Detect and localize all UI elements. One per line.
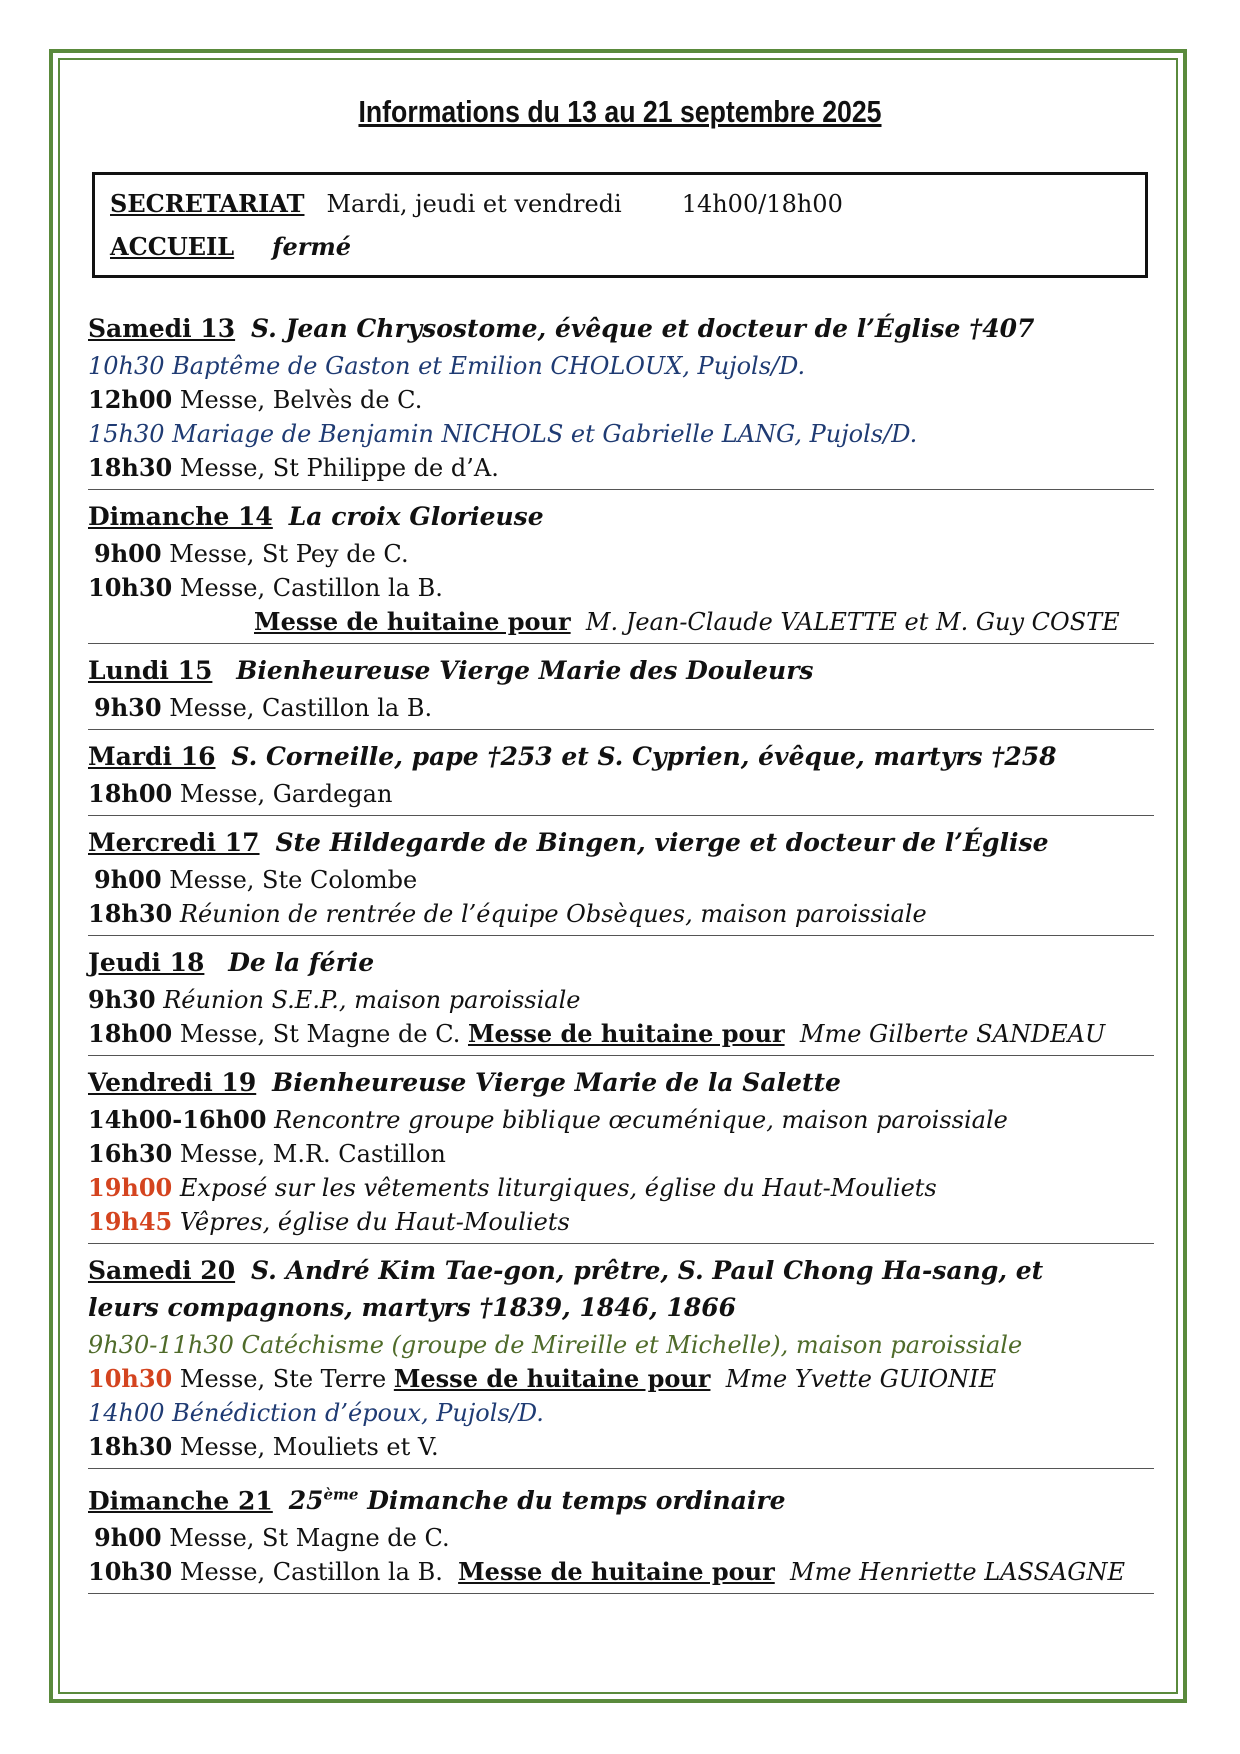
secretariat-row [110, 189, 843, 218]
event-line: 9h30 Messe, Castillon la B. [94, 693, 433, 722]
feast-name: Ste Hildegarde de Bingen, vierge et docteur de l’Église [275, 828, 1049, 857]
day-name: Mercredi 17 [88, 828, 260, 857]
day-block [88, 1244, 1154, 1469]
feast-name: De la férie [228, 948, 375, 977]
office-hours-box [92, 172, 1148, 278]
event-line: 14h00-16h00 Rencontre groupe biblique œcuménique, maison paroissiale [88, 1105, 1008, 1134]
event-line: 19h00 Exposé sur les vêtements liturgiques, église du Haut-Mouliets [88, 1173, 937, 1202]
event-line: 18h00 Messe, Gardegan [88, 779, 393, 808]
event-line: 9h30 Réunion S.E.P., maison paroissiale [88, 985, 581, 1014]
page-title: Informations du 13 au 21 septembre 2025 [358, 94, 882, 129]
feast-name: S. Jean Chrysostome, évêque et docteur de l’Église †407 [251, 314, 1035, 343]
event-line: 9h00 Messe, St Pey de C. [94, 539, 409, 568]
event-line: 16h30 Messe, M.R. Castillon [88, 1139, 446, 1168]
accueil-label: ACCUEIL [110, 232, 235, 261]
day-block [88, 730, 1154, 816]
event-line: 10h30 Baptême de Gaston et Emilion CHOLOUX, Pujols/D. [88, 352, 806, 380]
feast-name: Bienheureuse Vierge Marie des Douleurs [236, 656, 814, 685]
feast-name: S. André Kim Tae-gon, prêtre, S. Paul Chong Ha-sang, et leurs compagnons, martyrs †1839, 1846, 1866 [88, 1256, 1044, 1322]
day-block [88, 816, 1154, 936]
event-line: 19h45 Vêpres, église du Haut-Mouliets [88, 1207, 570, 1236]
day-block [88, 490, 1154, 644]
feast-name: Bienheureuse Vierge Marie de la Salette [272, 1068, 841, 1097]
day-name: Vendredi 19 [88, 1068, 257, 1097]
accueil-row [110, 232, 351, 261]
day-name: Dimanche 21 [88, 1486, 273, 1516]
day-heading [88, 1252, 1048, 1326]
event-line: 9h00 Messe, St Magne de C. [94, 1523, 450, 1553]
feast-name: 25ème Dimanche du temps ordinaire [288, 1486, 786, 1516]
day-heading [88, 1064, 1154, 1101]
day-name: Samedi 20 [88, 1256, 236, 1285]
event-line: 18h30 Réunion de rentrée de l’équipe Obsèques, maison paroissiale [88, 899, 927, 928]
day-name: Lundi 15 [88, 656, 213, 685]
event-line: 9h30-11h30 Catéchisme (groupe de Mireille et Michelle), maison paroissiale [88, 1331, 1023, 1359]
feast-name: S. Corneille, pape †253 et S. Cyprien, évêque, martyrs †258 [231, 742, 1057, 771]
event-line: 10h30 Messe, Castillon la B. [88, 573, 443, 602]
secretariat-hours: 14h00/18h00 [681, 190, 843, 218]
event-line: 18h00 Messe, St Magne de C. Messe de huitaine pour Mme Gilberte SANDEAU [88, 1019, 1106, 1048]
day-heading [88, 310, 1154, 347]
day-block [88, 1469, 1154, 1594]
day-heading [88, 498, 1154, 535]
day-block [88, 1056, 1154, 1244]
day-name: Mardi 16 [88, 742, 216, 771]
event-line: 12h00 Messe, Belvès de C. [88, 385, 423, 414]
day-block [88, 936, 1154, 1056]
secretariat-days: Mardi, jeudi et vendredi [326, 190, 622, 218]
event-line: 10h30 Messe, Ste Terre Messe de huitaine pour Mme Yvette GUIONIE [88, 1364, 997, 1393]
event-line: 18h30 Messe, St Philippe de d’A. [88, 453, 499, 482]
day-heading [88, 944, 1154, 981]
weekly-schedule [88, 306, 1154, 1594]
day-heading [88, 652, 1154, 689]
day-name: Dimanche 14 [88, 502, 273, 531]
day-block [88, 306, 1154, 490]
event-line: 9h00 Messe, Ste Colombe [94, 865, 418, 894]
secretariat-label: SECRETARIAT [110, 189, 305, 218]
day-heading [88, 824, 1154, 861]
event-line: 14h00 Bénédiction d’époux, Pujols/D. [88, 1399, 544, 1427]
event-line: 18h30 Messe, Mouliets et V. [88, 1432, 439, 1461]
memorial-mass-line: Messe de huitaine pour M. Jean-Claude VALETTE et M. Guy COSTE [254, 607, 1120, 636]
day-block [88, 644, 1154, 730]
event-line: 10h30 Messe, Castillon la B. Messe de huitaine pour Mme Henriette LASSAGNE [88, 1557, 1125, 1587]
feast-name: La croix Glorieuse [288, 502, 544, 531]
day-name: Samedi 13 [88, 314, 236, 343]
event-line: 15h30 Mariage de Benjamin NICHOLS et Gabrielle LANG, Pujols/D. [88, 420, 918, 448]
accueil-status: fermé [272, 232, 352, 261]
day-heading [88, 1477, 1154, 1519]
day-name: Jeudi 18 [88, 948, 205, 977]
day-heading [88, 738, 1154, 775]
